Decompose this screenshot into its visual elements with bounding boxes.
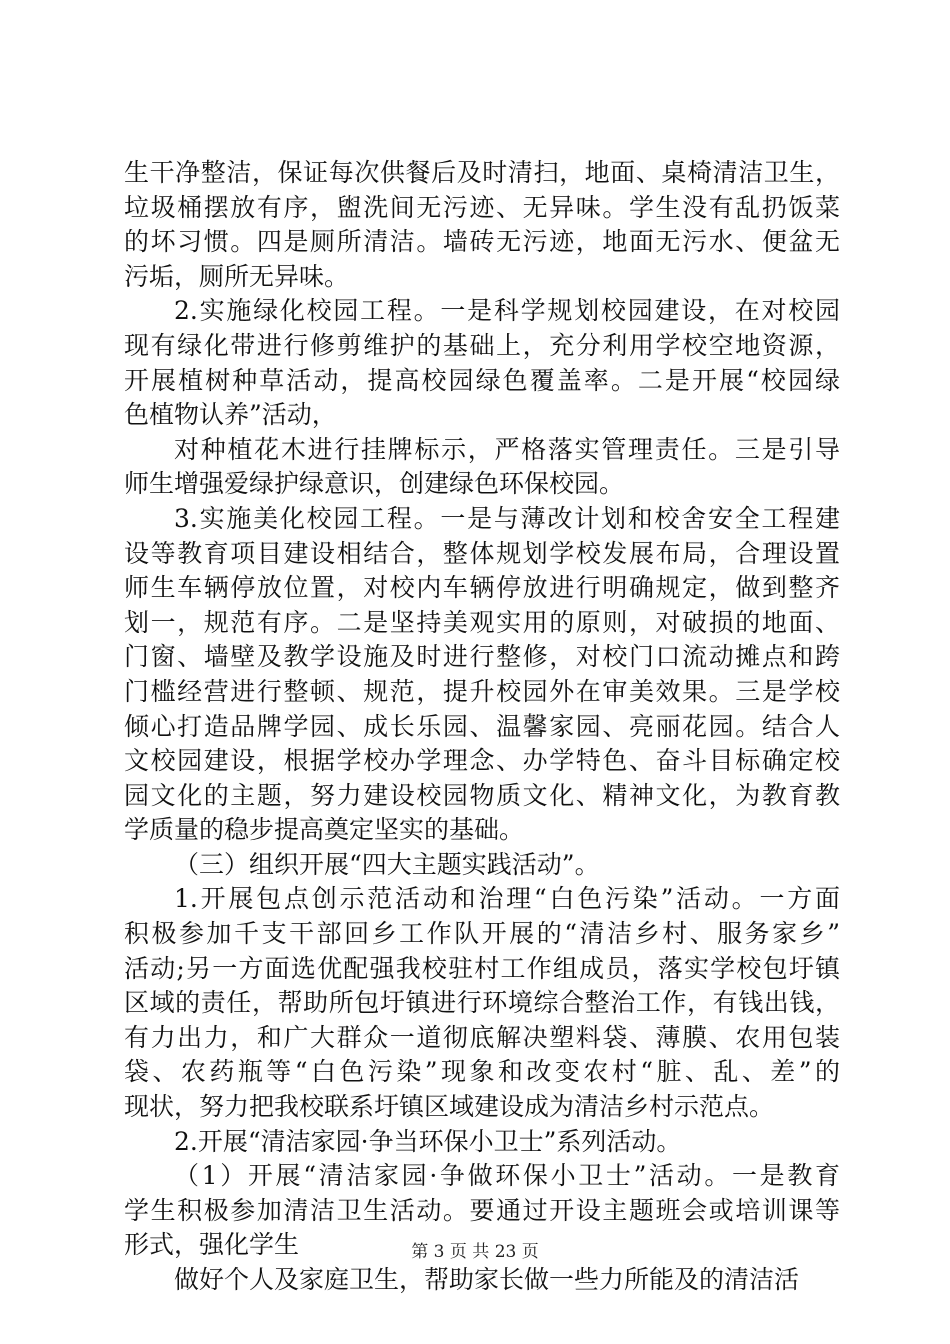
text-line: 对种植花木进行挂牌标示，严格落实管理责任。三是引导 xyxy=(174,434,840,464)
paragraph xyxy=(124,294,840,432)
text-line: 门槛经营进行整顿、规范，提升校园外在审美效果。三是学校 xyxy=(124,676,840,706)
text-line: （三）组织开展“四大主题实践活动”。 xyxy=(174,849,600,879)
text-line: 师生增强爱绿护绿意识，创建绿色环保校园。 xyxy=(124,469,625,499)
text-line: 的坏习惯。四是厕所清洁。墙砖无污迹，地面无污水、便盆无 xyxy=(124,227,840,257)
text-line: 做好个人及家庭卫生，帮助家长做一些力所能及的清洁活 xyxy=(174,1265,800,1294)
text-line: 文校园建设，根据学校办学理念、办学特色、奋斗目标确定校 xyxy=(124,746,840,776)
text-line: 色植物认养”活动， xyxy=(124,400,337,430)
paragraph xyxy=(124,848,840,883)
text-line: 园文化的主题，努力建设校园物质文化、精神文化，为教育教 xyxy=(124,780,840,810)
text-line: 划一，规范有序。二是坚持美观实用的原则，对破损的地面、 xyxy=(124,607,840,637)
text-line: （1）开展“清洁家园·争做环保小卫士”活动。一是教育 xyxy=(174,1161,840,1191)
paragraph xyxy=(124,433,840,502)
text-line: 开展植树种草活动，提高校园绿色覆盖率。二是开展“校园绿 xyxy=(124,365,840,395)
text-line: 形式，强化学生 xyxy=(124,1230,300,1260)
paragraph xyxy=(124,1125,840,1160)
page-footer xyxy=(0,1240,950,1264)
text-line: 污垢，厕所无异味。 xyxy=(124,261,350,291)
text-line: 生干净整洁，保证每次供餐后及时清扫，地面、桌椅清洁卫生， xyxy=(124,158,840,187)
text-line: 有力出力，和广大群众一道彻底解决塑料袋、薄膜、农用包装 xyxy=(124,1022,840,1052)
paragraph xyxy=(124,882,840,1124)
paragraph xyxy=(124,1263,840,1298)
text-line: 设等教育项目建设相结合，整体规划学校发展布局，合理设置 xyxy=(124,538,840,568)
text-line: 1.开展包点创示范活动和治理“白色污染”活动。一方面 xyxy=(174,884,840,914)
text-line: 学质量的稳步提高奠定坚实的基础。 xyxy=(124,815,525,845)
text-line: 袋、农药瓶等“白色污染”现象和改变农村“脏、乱、差”的 xyxy=(124,1057,840,1087)
text-line: 垃圾桶摆放有序，盥洗间无污迹、无异味。学生没有乱扔饭菜 xyxy=(124,192,840,222)
text-line: 2.开展“清洁家园·争当环保小卫士”系列活动。 xyxy=(174,1126,682,1156)
text-line: 师生车辆停放位置，对校内车辆停放进行明确规定，做到整齐 xyxy=(124,573,840,603)
text-line: 门窗、墙壁及教学设施及时进行整修，对校门口流动摊点和跨 xyxy=(124,642,840,672)
paragraph xyxy=(124,156,840,294)
text-line: 现有绿化带进行修剪维护的基础上，充分利用学校空地资源， xyxy=(124,330,840,360)
text-line: 3.实施美化校园工程。一是与薄改计划和校舍安全工程建 xyxy=(174,503,840,533)
text-line: 学生积极参加清洁卫生活动。要通过开设主题班会或培训课等 xyxy=(124,1195,840,1225)
paragraph xyxy=(124,502,840,848)
document-body xyxy=(124,156,840,1298)
text-line: 倾心打造品牌学园、成长乐园、温馨家园、亮丽花园。结合人 xyxy=(124,711,840,741)
page-number-label: 第 3 页 共 23 页 xyxy=(411,1242,539,1262)
text-line: 区域的责任，帮助所包圩镇进行环境综合整治工作，有钱出钱， xyxy=(124,988,840,1018)
text-line: 活动;另一方面选优配强我校驻村工作组成员，落实学校包圩镇 xyxy=(124,953,840,983)
text-line: 现状，努力把我校联系圩镇区域建设成为清洁乡村示范点。 xyxy=(124,1092,775,1122)
text-line: 积极参加千支干部回乡工作队开展的“清洁乡村、服务家乡” xyxy=(124,919,840,949)
text-line: 2.实施绿化校园工程。一是科学规划校园建设，在对校园 xyxy=(174,296,840,326)
